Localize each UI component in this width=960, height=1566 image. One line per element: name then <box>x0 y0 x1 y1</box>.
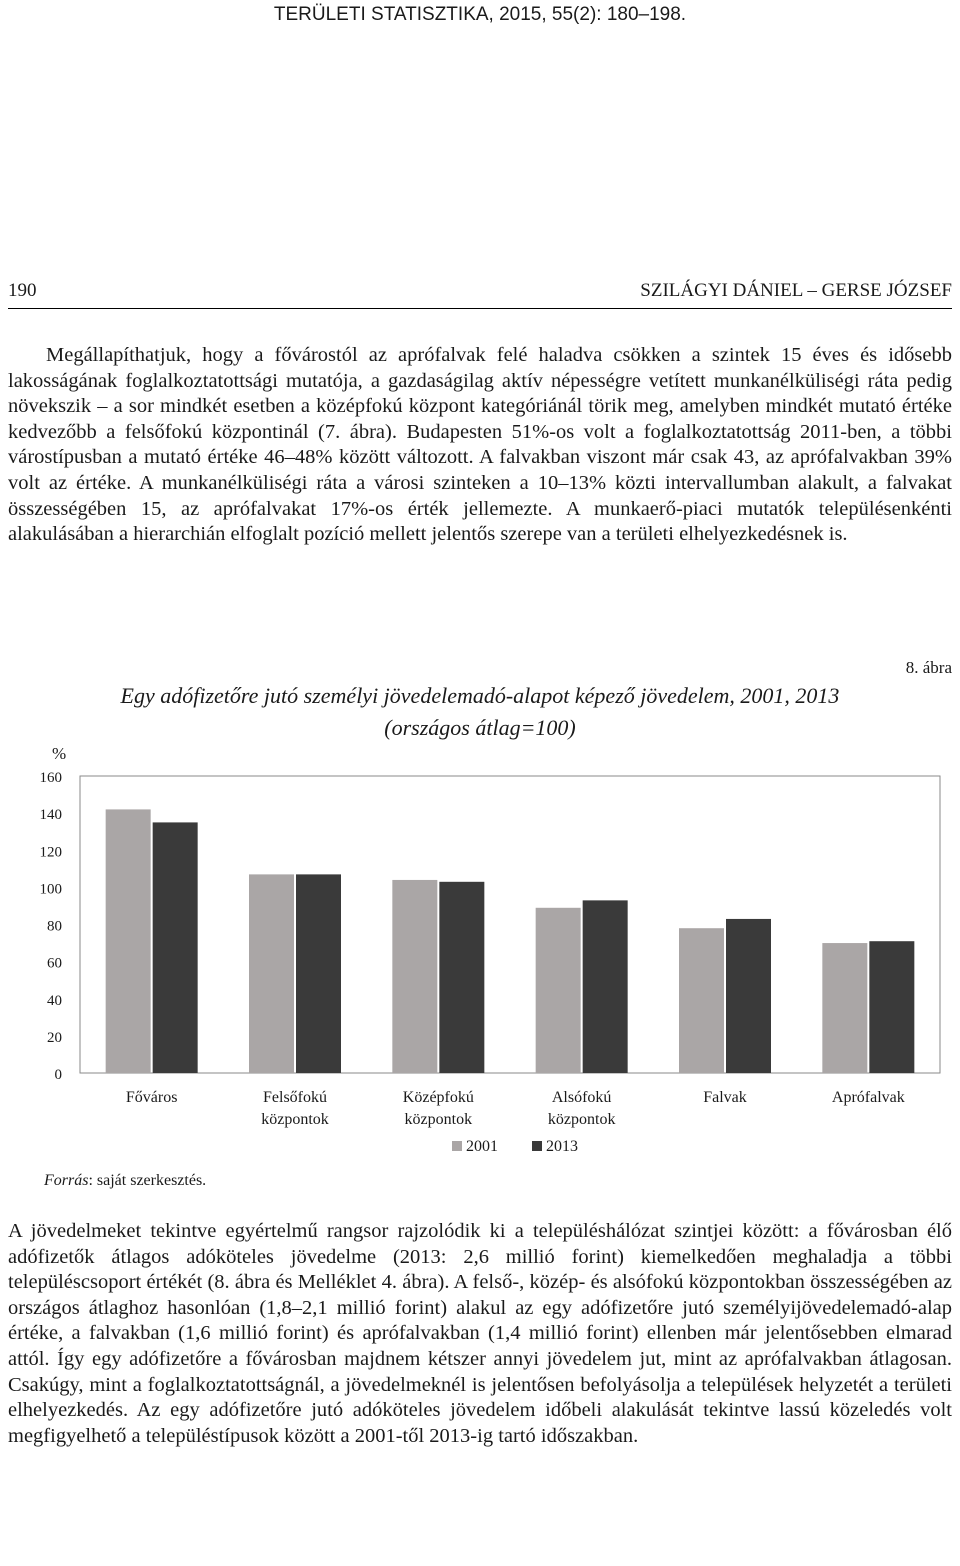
x-category-label: központok <box>261 1111 329 1128</box>
y-tick-label: 160 <box>39 770 62 786</box>
legend-swatch-2001 <box>452 1141 462 1151</box>
body-paragraph-1: Megállapíthatjuk, hogy a fővárostól az aprófalvak felé haladva csökken a szintek 15 éves és idősebb lakosságának foglalkoztatottsági mutatója, a gazdaságilag aktív népességre vetített munkanélküliségi ráta pedig növekszik – a sor mindkét esetben a középfokú központ kategóriánál törik meg, amelyben mindkét mutató értéke kedvezőbb a felsőfokú központinál (7. ábra). Budapesten 51%-os volt a foglalkoztatottság 2011-ben, a többi várostípusban a mutató értéke 46–48% között változott. A falvakban viszont már csak 43, az aprófalvakban 39% volt az értéke. A munkanélküliségi ráta a városi szinteken a 10–13% közti intervallumban alakult, a falvakat összességében 15, az aprófalvakat 17%-os érték jellemezte. A munkaerő-piaci mutatók településenkénti alakulásában a hierarchián elfoglalt pozíció mellett jelentős szerepe van a területi elhelyezkedésnek is. <box>8 344 952 546</box>
legend-swatch-2013 <box>532 1141 542 1151</box>
legend-label-2001: 2001 <box>466 1138 498 1155</box>
y-tick-label: 140 <box>39 807 62 824</box>
running-header <box>8 280 952 309</box>
bar-2001-1 <box>106 809 151 1073</box>
y-tick-label: 60 <box>47 955 62 972</box>
x-category-label: Felsőfokú <box>263 1089 327 1106</box>
journal-citation: TERÜLETI STATISZTIKA, 2015, 55(2): 180–198. <box>273 4 687 25</box>
y-tick-label: 40 <box>47 992 62 1009</box>
page-number: 190 <box>8 280 37 301</box>
bar-2013-3 <box>439 882 484 1073</box>
body-paragraph-2: A jövedelmeket tekintve egyértelmű rangsor rajzolódik ki a településhálózat szintjei között: a fővárosban élő adófizetők átlagos adóköteles jövedelme (2013: 2,6 millió forint) kiemelkedően meghaladja a többi településcsoport értékét (8. ábra és Melléklet 4. ábra). A felső-, közép- és alsófokú központokban összességében az országos átlaghoz hasonlóan (1,8–2,1 millió forint) alakul az egy adófizetőre jutó személyijövedelemadó-alap értéke, a falvakban (1,6 millió forint) és aprófalvakban (1,4 millió forint) ellenben már jelentősebben elmarad attól. Így egy adófizetőre a fővárosban majdnem kétszer annyi jövedelem jut, mint az aprófalvakban átlagosan. Csakúgy, mint a foglalkoztatottságnál, a jövedelmeknél is jelentősen befolyásolja a települések helyzetét a területi elhelyezkedés. Az egy adófizetőre jutó adóköteles jövedelem időbeli alakulását tekintve lassú közeledés volt megfigyelhető a településtípusok között a 2001-től 2013-ig tartó időszakban. <box>8 1220 952 1447</box>
bar-2001-4 <box>536 908 581 1073</box>
y-tick-label: 100 <box>39 881 62 898</box>
x-category-label: központok <box>404 1111 473 1128</box>
bar-2013-4 <box>583 900 628 1073</box>
y-tick-label: 0 <box>54 1067 62 1083</box>
y-axis-unit: % <box>52 744 67 763</box>
source-text: : saját szerkesztés. <box>88 1172 207 1189</box>
running-header-authors: SZILÁGYI DÁNIEL – GERSE JÓZSEF <box>640 280 952 301</box>
plot-area-border <box>80 776 940 1073</box>
figure-source <box>44 1172 206 1190</box>
y-tick-label: 120 <box>39 844 62 861</box>
figure-label: 8. ábra <box>905 658 952 677</box>
bar-2001-3 <box>392 880 437 1073</box>
bar-2013-6 <box>869 941 914 1073</box>
bar-2001-6 <box>822 943 867 1073</box>
bar-chart <box>0 760 960 1165</box>
y-tick-label: 20 <box>47 1029 62 1046</box>
bar-2001-2 <box>249 874 294 1073</box>
x-category-label: Alsófokú <box>551 1089 612 1106</box>
figure-title-line-2: (országos átlag=100) <box>384 715 576 740</box>
bar-2013-2 <box>296 874 341 1073</box>
x-category-label: Főváros <box>125 1089 178 1106</box>
figure-title <box>0 680 960 744</box>
figure-title-line-1: Egy adófizetőre jutó személyi jövedelemadó-alapot képező jövedelem, 2001, 2013 <box>120 683 840 708</box>
x-category-label: Falvak <box>703 1089 747 1106</box>
source-prefix: Forrás <box>44 1172 89 1189</box>
x-category-label: központok <box>547 1111 616 1128</box>
x-category-label: Középfokú <box>402 1089 474 1106</box>
bar-2013-5 <box>726 919 771 1073</box>
legend-label-2013: 2013 <box>546 1138 578 1155</box>
bar-2001-5 <box>679 928 724 1073</box>
y-tick-label: 80 <box>47 918 62 935</box>
x-category-label: Aprófalvak <box>831 1089 905 1106</box>
bar-2013-1 <box>153 822 198 1073</box>
